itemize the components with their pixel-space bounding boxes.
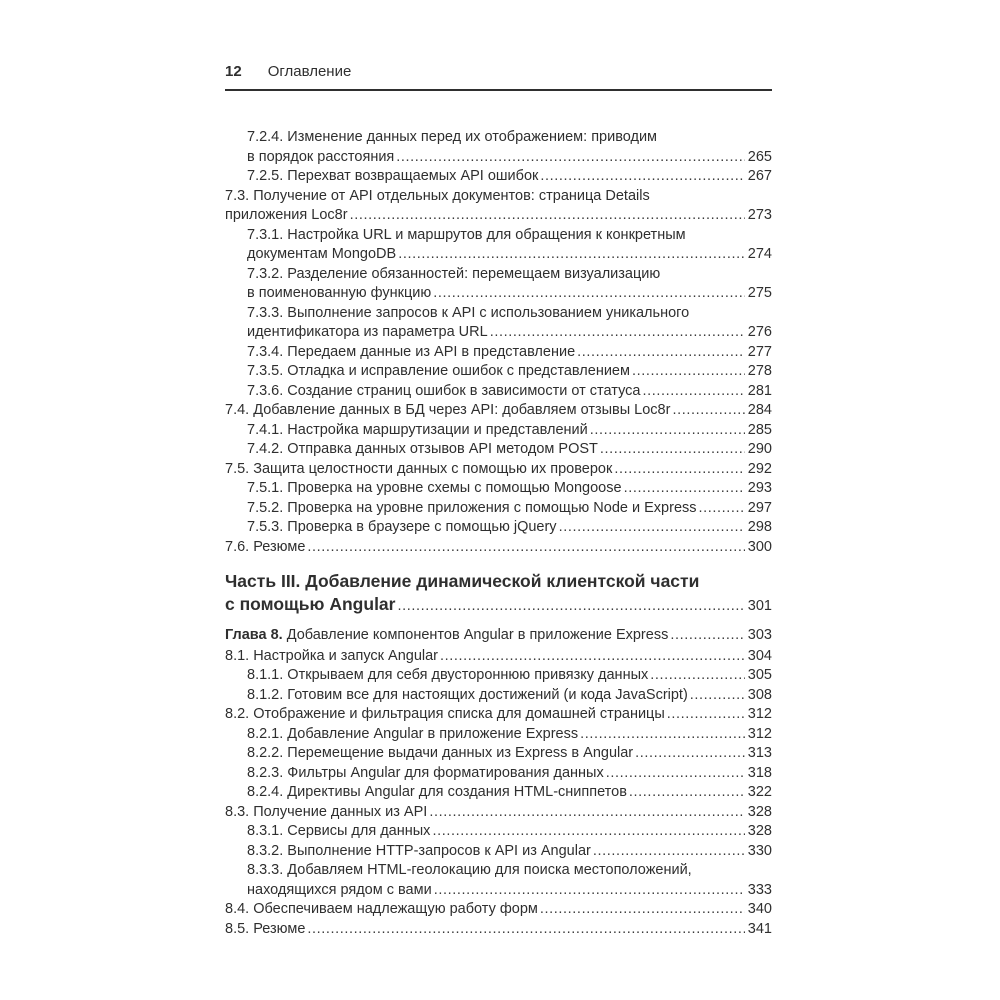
- toc-entry: [225, 686, 772, 706]
- toc-entry-line: [247, 666, 772, 686]
- toc-entry-line: [225, 460, 772, 480]
- dot-leader: [431, 284, 745, 304]
- dot-leader: [396, 245, 745, 265]
- toc-entry-text: находящихся рядом с вами: [247, 881, 432, 898]
- dot-leader: [588, 421, 745, 441]
- header-title: Оглавление: [267, 63, 352, 80]
- toc-entry-line: [247, 226, 772, 246]
- dot-leader: [305, 538, 744, 558]
- toc-entry-text: 7.5.3. Проверка в браузере с помощью jQuery: [247, 519, 557, 535]
- toc-entry: [225, 460, 772, 480]
- toc-entry-text: 8.3. Получение данных из API: [225, 803, 428, 820]
- toc-page-ref: 293: [747, 480, 772, 496]
- toc-entry: [225, 226, 772, 265]
- dot-leader: [604, 764, 745, 784]
- toc-entry-text: 7.5. Защита целостности данных с помощью их проверок: [225, 460, 613, 477]
- toc-page-ref: 301: [747, 598, 772, 614]
- toc-entry: [225, 128, 772, 167]
- toc-entry-text: 7.4.2. Отправка данных отзывов API методом POST: [247, 441, 598, 457]
- toc-entry-text: 8.2.4. Директивы Angular для создания HTML-сниппетов: [247, 784, 627, 800]
- toc-entry-text: в поименованную функцию: [247, 285, 432, 301]
- toc-entry-line: [225, 705, 772, 725]
- toc-page-ref: 265: [747, 148, 772, 165]
- toc-entry-line: [225, 401, 772, 421]
- toc-entry: [225, 167, 772, 187]
- toc-entry-line: [247, 265, 772, 285]
- toc-page-ref: 312: [747, 725, 772, 742]
- toc-entry-line: [247, 725, 772, 745]
- toc-entry-line: [247, 764, 772, 784]
- dot-leader: [575, 343, 745, 363]
- dot-leader: [670, 401, 744, 421]
- dot-leader: [348, 206, 745, 226]
- dot-leader: [557, 518, 745, 538]
- toc-entry-text: 8.1.2. Готовим все для настоящих достижений (и кода JavaScript): [247, 686, 688, 703]
- toc-entry: [225, 401, 772, 421]
- toc-entry-line: [225, 187, 772, 207]
- toc-page-ref: 341: [747, 920, 772, 937]
- toc-entry-line: [247, 245, 772, 265]
- toc-entry-line: [247, 686, 772, 706]
- toc-entry-line: [225, 626, 772, 646]
- dot-leader: [648, 666, 745, 686]
- toc-entry-text: 8.1. Настройка и запуск Angular: [225, 647, 439, 664]
- toc-page-ref: 298: [747, 519, 772, 535]
- toc-entry-text: 8.2.1. Добавление Angular в приложение Express: [247, 725, 579, 742]
- toc-entry: [225, 499, 772, 519]
- toc-entry-text: 8.3.1. Сервисы для данных: [247, 823, 431, 839]
- toc-entry-text: 7.3.3. Выполнение запросов к API с использованием уникального: [247, 304, 690, 321]
- dot-leader: [591, 842, 745, 862]
- toc-page-ref: 300: [747, 538, 772, 555]
- dot-leader: [488, 323, 745, 343]
- toc-entry-line: [247, 499, 772, 519]
- toc-entry: [225, 744, 772, 764]
- dot-leader: [430, 822, 744, 842]
- toc-entry-text: 7.6. Резюме: [225, 538, 306, 555]
- toc-entry: [225, 440, 772, 460]
- toc-page-ref: 304: [747, 647, 772, 664]
- dot-leader: [630, 362, 745, 382]
- toc-page-ref: 333: [747, 881, 772, 898]
- dot-leader: [598, 440, 745, 460]
- toc-entry: [225, 666, 772, 686]
- toc-page-ref: 328: [747, 803, 772, 820]
- toc-page-ref: 328: [747, 823, 772, 839]
- toc-entry-line: [247, 128, 772, 148]
- toc-page-ref: 297: [747, 499, 772, 516]
- toc-entry-line: [247, 421, 772, 441]
- toc-entry-text: 7.3.2. Разделение обязанностей: перемещаем визуализацию: [247, 265, 661, 282]
- toc-entry-text: 7.3.1. Настройка URL и маршрутов для обращения к конкретным: [247, 226, 686, 243]
- toc-entry-text: в порядок расстояния: [247, 148, 395, 165]
- dot-leader: [627, 783, 745, 803]
- toc-entry-text: 7.2.4. Изменение данных перед их отображением: приводим: [247, 129, 658, 145]
- dot-leader: [668, 626, 744, 646]
- toc-page-ref: 276: [747, 324, 772, 340]
- toc-entry-text: Часть III. Добавление динамической клиентской части: [225, 571, 700, 591]
- toc-entry: [225, 362, 772, 382]
- toc-entry: [225, 725, 772, 745]
- toc-entry-line: [225, 900, 772, 920]
- toc-page-ref: 275: [747, 285, 772, 301]
- dot-leader: [394, 148, 745, 168]
- toc-page-ref: 290: [747, 441, 772, 457]
- dot-leader: [640, 382, 744, 402]
- toc-entry-text: 7.3. Получение от API отдельных документов: страница Details: [225, 187, 650, 204]
- toc-entry-line: [247, 382, 772, 402]
- toc-entry-text: с помощью Angular: [225, 594, 396, 614]
- toc-page-ref: 274: [747, 246, 772, 262]
- toc-entry-line: [225, 206, 772, 226]
- toc-entry-text: 7.3.6. Создание страниц ошибок в зависимости от статуса: [247, 382, 641, 399]
- toc-entry-text: 7.4.1. Настройка маршрутизации и представлений: [247, 421, 588, 438]
- toc-entry-line: [247, 284, 772, 304]
- toc-entry-line: [247, 440, 772, 460]
- page-header: [225, 63, 772, 91]
- toc-entry-text: 8.2.3. Фильтры Angular для форматирования данных: [247, 764, 604, 781]
- toc-entry: [225, 822, 772, 842]
- toc-entry-line: [247, 479, 772, 499]
- toc-entry-line: [247, 304, 772, 324]
- dot-leader: [622, 479, 745, 499]
- toc-entry: [225, 920, 772, 940]
- toc-entry: [225, 861, 772, 900]
- toc-entry: [225, 803, 772, 823]
- toc-list: [225, 128, 772, 939]
- toc-entry: [225, 187, 772, 226]
- dot-leader: [633, 744, 745, 764]
- toc-page-ref: 277: [747, 343, 772, 360]
- toc-entry-text: 7.4. Добавление данных в БД через API: добавляем отзывы Loc8r: [225, 402, 671, 418]
- page-number: 12: [225, 63, 242, 80]
- toc-entry-line: [247, 148, 772, 168]
- toc-entry-line: [225, 538, 772, 558]
- toc-entry: [225, 626, 772, 646]
- toc-page-ref: 285: [747, 421, 772, 438]
- toc-entry-line: [225, 647, 772, 667]
- toc-page-ref: 322: [747, 784, 772, 800]
- toc-entry-text: 8.2.2. Перемещение выдачи данных из Express в Angular: [247, 745, 634, 761]
- toc-entry: [225, 705, 772, 725]
- toc-entry: [225, 265, 772, 304]
- dot-leader: [612, 460, 744, 480]
- toc-entry-text: 8.5. Резюме: [225, 920, 306, 937]
- toc-page-ref: 273: [747, 207, 772, 223]
- toc-page-ref: 318: [747, 764, 772, 781]
- toc-entry-line: [225, 570, 772, 593]
- toc-entry-line: [247, 861, 772, 881]
- toc-entry-line: [247, 167, 772, 187]
- toc-entry-text: 7.5.2. Проверка на уровне приложения с помощью Node и Express: [247, 499, 697, 516]
- toc-entry: [225, 647, 772, 667]
- dot-leader: [538, 900, 745, 920]
- dot-leader: [688, 686, 745, 706]
- toc-page-ref: 281: [747, 382, 772, 399]
- toc-page-ref: 278: [747, 363, 772, 379]
- toc-entry-line: [225, 920, 772, 940]
- toc-entry-line: [225, 593, 772, 618]
- toc-page-ref: 340: [747, 901, 772, 917]
- toc-entry: [225, 538, 772, 558]
- dot-leader: [697, 499, 745, 519]
- toc-page-ref: 313: [747, 745, 772, 761]
- toc-entry-line: [247, 362, 772, 382]
- toc-page-ref: 267: [747, 168, 772, 184]
- toc-entry-text: идентификатора из параметра URL: [247, 324, 488, 340]
- toc-page-ref: 330: [747, 842, 772, 859]
- toc-entry-text: 8.2. Отображение и фильтрация списка для домашней страницы: [225, 706, 665, 722]
- toc-entry: [225, 343, 772, 363]
- toc-entry: [225, 900, 772, 920]
- toc-entry-text: Глава 8. Добавление компонентов Angular в приложение Express: [225, 627, 669, 643]
- toc-entry-text: документам MongoDB: [247, 246, 397, 262]
- toc-entry-text: 8.3.2. Выполнение HTTP-запросов к API из Angular: [247, 842, 591, 859]
- dot-leader: [305, 920, 744, 940]
- toc-entry-line: [247, 518, 772, 538]
- toc-entry-line: [247, 783, 772, 803]
- toc-entry-text: 7.3.4. Передаем данные из API в представление: [247, 343, 576, 360]
- toc-entry-text: приложения Loc8r: [225, 207, 348, 223]
- toc-entry-text: 7.5.1. Проверка на уровне схемы с помощью Mongoose: [247, 480, 622, 496]
- toc-entry-line: [247, 881, 772, 901]
- dot-leader: [432, 881, 745, 901]
- toc-page-ref: 284: [747, 402, 772, 418]
- toc-page-ref: 308: [747, 686, 772, 703]
- dot-leader: [665, 705, 745, 725]
- toc-entry: [225, 842, 772, 862]
- toc-entry: [225, 570, 772, 618]
- dot-leader: [427, 803, 744, 823]
- toc-entry-text: 8.1.1. Открываем для себя двустороннюю привязку данных: [247, 667, 649, 683]
- dot-leader: [538, 167, 744, 187]
- toc-entry-line: [247, 822, 772, 842]
- toc-entry: [225, 783, 772, 803]
- toc-entry-line: [247, 842, 772, 862]
- toc-entry: [225, 382, 772, 402]
- toc-entry-text: 8.4. Обеспечиваем надлежащую работу форм: [225, 901, 538, 917]
- toc-entry-line: [247, 343, 772, 363]
- dot-leader: [578, 725, 745, 745]
- toc-entry: [225, 764, 772, 784]
- toc-entry: [225, 304, 772, 343]
- dot-leader: [438, 647, 745, 667]
- toc-page-ref: 305: [747, 667, 772, 683]
- toc-entry-text: 7.2.5. Перехват возвращаемых API ошибок: [247, 168, 539, 184]
- toc-entry-text: 7.3.5. Отладка и исправление ошибок с представлением: [247, 363, 630, 379]
- toc-page-ref: 303: [747, 627, 772, 643]
- toc-entry-line: [247, 744, 772, 764]
- toc-entry-text: 8.3.3. Добавляем HTML-геолокацию для поиска местоположений,: [247, 862, 692, 878]
- toc-entry: [225, 421, 772, 441]
- dot-leader: [395, 595, 744, 618]
- toc-entry-bold-prefix: Глава 8.: [225, 627, 283, 643]
- toc-entry-line: [247, 323, 772, 343]
- toc-entry-line: [225, 803, 772, 823]
- toc-entry: [225, 518, 772, 538]
- toc-page-ref: 312: [747, 706, 772, 722]
- toc-entry: [225, 479, 772, 499]
- toc-page-ref: 292: [747, 460, 772, 477]
